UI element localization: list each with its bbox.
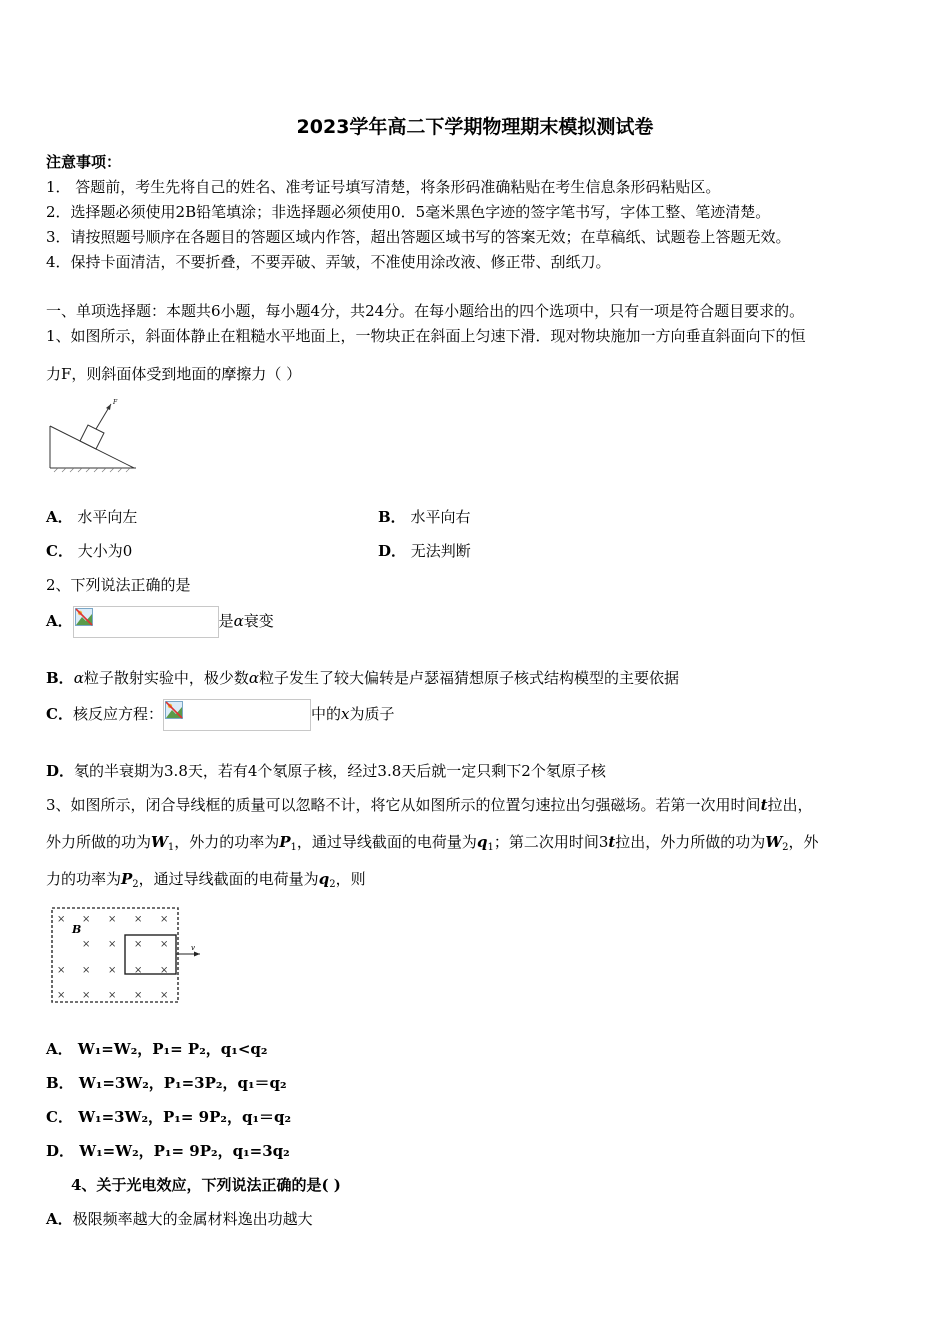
q3-stem-line3: 力的功率为$P_2$，通过导线截面的电荷量为$q_2$，则 xyxy=(46,870,366,890)
notice-heading: 注意事项： xyxy=(46,153,122,171)
q1-option-b[interactable]: B． 水平向右 xyxy=(378,508,471,526)
missing-image-placeholder xyxy=(73,606,219,638)
q3-option-d[interactable]: D． W₁=W₂，P₁= 9P₂，q₁=3q₂ xyxy=(46,1142,290,1160)
field-cross-mark: × xyxy=(160,990,169,1001)
notice-item: 1． 答题前，考生先将自己的姓名、准考证号填写清楚，将条形码准确粘贴在考生信息条形码粘贴区。 xyxy=(46,178,721,196)
field-cross-mark: × xyxy=(134,939,143,950)
q3-stem-line1: 3、如图所示，闭合导线框的质量可以忽略不计，将它从如图所示的位置匀速拉出匀强磁场。若第一次用时间t拉出， xyxy=(46,796,813,814)
field-cross-mark: × xyxy=(160,914,169,925)
q1-stem-cont: 力F，则斜面体受到地面的摩擦力（ ） xyxy=(46,365,302,383)
field-cross-mark: × xyxy=(82,965,91,976)
notice-item: 2．选择题必须使用2B铅笔填涂；非选择题必须使用0．5毫米黑色字迹的签字笔书写，字体工整、笔迹清楚。 xyxy=(46,203,771,221)
field-cross-mark: × xyxy=(108,914,117,925)
notice-item: 3．请按照题号顺序在各题目的答题区域内作答，超出答题区域书写的答案无效；在草稿纸、试题卷上答题无效。 xyxy=(46,228,791,246)
field-cross-mark: × xyxy=(57,990,66,1001)
section-heading: 一、单项选择题：本题共6小题，每小题4分，共24分。在每小题给出的四个选项中，只有一项是符合题目要求的。 xyxy=(46,302,805,320)
q3-stem-line2: 外力所做的功为$W_1$，外力的功率为$P_1$，通过导线截面的电荷量为$q_1$；第二次用时间3t拉出，外力所做的功为$W_2$，外 xyxy=(46,833,819,853)
q2-option-d[interactable]: D．氡的半衰期为3.8天，若有4个氡原子核，经过3.8天后就一定只剩下2个氡原子核 xyxy=(46,762,606,780)
q1-stem: 1、如图所示，斜面体静止在粗糙水平地面上，一物块正在斜面上匀速下滑．现对物块施加一方向垂直斜面向下的恒 xyxy=(46,327,806,345)
q3-option-c[interactable]: C． W₁=3W₂，P₁= 9P₂，q₁＝q₂ xyxy=(46,1108,292,1126)
incline-figure xyxy=(44,396,140,476)
broken-image-icon xyxy=(75,608,93,626)
q4-stem: 4、关于光电效应，下列说法正确的是( ) xyxy=(71,1176,341,1194)
field-cross-mark: × xyxy=(134,914,143,925)
broken-image-icon xyxy=(165,701,183,719)
field-cross-mark: × xyxy=(160,939,169,950)
q3-option-b[interactable]: B． W₁=3W₂，P₁=3P₂，q₁＝q₂ xyxy=(46,1074,287,1092)
velocity-label: v xyxy=(191,944,195,952)
field-cross-mark: × xyxy=(108,939,117,950)
q1-option-a[interactable]: A． 水平向左 xyxy=(46,508,138,526)
magnetic-field-figure xyxy=(48,904,208,1006)
exam-title: 2023学年高二下学期物理期末模拟测试卷 xyxy=(296,116,654,138)
field-cross-mark: × xyxy=(57,965,66,976)
field-label: B xyxy=(72,923,82,936)
q2-option-a[interactable]: A． 是α衰变 xyxy=(46,605,274,638)
force-label: F xyxy=(113,399,118,406)
q1-option-d[interactable]: D． 无法判断 xyxy=(378,542,471,560)
field-cross-mark: × xyxy=(134,965,143,976)
field-cross-mark: × xyxy=(82,990,91,1001)
q4-option-a[interactable]: A．极限频率越大的金属材料逸出功越大 xyxy=(46,1210,313,1228)
field-cross-mark: × xyxy=(82,939,91,950)
field-cross-mark: × xyxy=(134,990,143,1001)
q2-option-c[interactable]: C．核反应方程： 中的x为质子 xyxy=(46,698,394,731)
notice-item: 4．保持卡面清洁，不要折叠，不要弄破、弄皱，不准使用涂改液、修正带、刮纸刀。 xyxy=(46,253,611,271)
field-cross-mark: × xyxy=(160,965,169,976)
q1-option-c[interactable]: C． 大小为0 xyxy=(46,542,133,560)
field-cross-mark: × xyxy=(108,990,117,1001)
q3-option-a[interactable]: A． W₁=W₂，P₁= P₂，q₁<q₂ xyxy=(46,1040,268,1058)
field-cross-mark: × xyxy=(108,965,117,976)
missing-image-placeholder xyxy=(163,699,311,731)
q2-option-b[interactable]: B．α粒子散射实验中，极少数α粒子发生了较大偏转是卢瑟福猜想原子核式结构模型的主要依据 xyxy=(46,669,679,687)
field-cross-mark: × xyxy=(82,914,91,925)
field-cross-mark: × xyxy=(57,914,66,925)
q2-stem: 2、下列说法正确的是 xyxy=(46,576,191,594)
